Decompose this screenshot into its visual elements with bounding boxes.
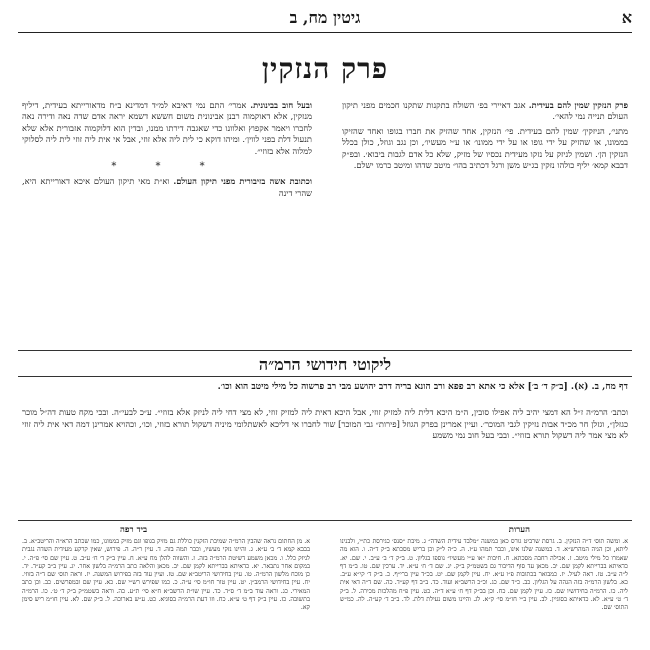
page-title: גיטין מח, ב: [289, 8, 361, 27]
paragraph-text: וא״ת מאי תיקון העולם איכא דאורייתא היא, שהרי דינה: [22, 176, 312, 198]
section-rule-top: [18, 350, 632, 351]
paragraph: [22, 100, 312, 157]
section-body-text: וכתב׳ הרמ״ה ז״ל הא דמצי יהיב ליה אפילו סובין, ה״מ היכא דלית ליה למזיק זוזי, אבל היכא דאית ליה למזיק זוזי, לא מצי דחי ליה לניזק אלא בזוזי״. ע״כ לבעי״ה. ובכי מקח טעות דה״ל מוכר כגזלן״, וגזלן חר מכ״ד אבות נזיקין לגבי המוכר׳. ועיין אמרינן בפרק הגוזל [פירות״ גבי המוכר] שור לחברו אי דליכא לאשתלומי מיניה דשקול תורא בזוזי, וכו׳, וכהויא אמרינן דמה דאי אית ליה זוזי לא מצי אמר ליה דשקול תורא בזוזי״. ובבי בעל חוב נמי משמע: [22, 407, 629, 441]
header-rule: [18, 32, 632, 33]
footnotes-rule: [18, 520, 632, 521]
commentary-column-right: [342, 100, 628, 174]
chapter-title: פרק הנזקין: [261, 52, 389, 85]
section-title: ליקוטי חידושי הרמ״ה: [258, 355, 392, 374]
section-rule-bottom: [18, 376, 632, 377]
paragraph-text: מתני׳, הניזקין׳ שמין להם בעידית. פי׳ הנזקין, אחד שהזיק את חברו בגופו ואחד שהזיקו בממונו, או שהזיק על ידי גופו או על ידי ממונו׳ או ע״י מעשיו׳, וכן נגב וגוזל, כולן בכלל הנזקין הן׳. ושמין לניזק על נזקו מעידית נכסיו של מזיק, שלא כל אדם לגבות ביבוא׳. ובפ״ק דבבא קמא׳ יליף כולהו נזקין בג״ש משן ורגל דכתיב בהו״ מיטב שדהו ומיטב כרמו ישלם.: [342, 125, 628, 171]
lemma: וכתובת אשה בזיבורית מפני תיקון העולם.: [173, 176, 312, 187]
lemma: ובעל חוב בבינונית.: [250, 100, 312, 110]
notes-column: א. מן החתום נראה שהבין הרמ״ה שמיבת הזקנין כוללת גם מזיק בגופו וגם מזיק בממונו, כמו שכתב הרא״ה והריטב״א. ב. בבבא קמא ד׳ ב׳ ע״א. ג. והיינו נזקי מעשיו, וכבר תמה בזה. ד. עיין ר״ה. ה. פירוש, שאין קרקע מעידית השדה נגבית לניזק כלל. ו. מכאן משמע דשיטת הרמ״ה בזה. ז. והשווה להלן מח ע״א. ח. עיין ב״ק ד׳ ח׳ ע״ב. ט. עיין שם סי׳ פ״ה. י. במקום אחר נתבאר. יא. כדאיתא בברייתא לקמן שם. יב. מכאן והלאה כתב הרמ״ה בלשון אחר. יג. עיין ב״ב קע״ד. יד. כן מוכח מלשון הרמ״ה. טו. עיין בחידושי הריטב״א שם. טז. ועיין עוד בזה בפירוש המשנה. יז. וראה תוס׳ שם ד״ה בזוזי. יח. עיין בחידושי הרמב״ן. יט. עיין טור חו״מ סי׳ ע״ה. כ. כמו שפירש רש״י שם. כא. עיין שם ובמפרשים. כב. וכן כתב המאירי. כג. וראה עוד ב״מ ד׳ ס״ד. כד. עיין שו״ת הרשב״א ח״א סי׳ ת״ע. כה. וראה בשטמ״ק ב״ק ד׳ ט׳. כו. הרמ״ה בתשובה. כז. עיין ב״ק דף ט׳ ע״א. כח. וזו דעת הרמ״ה בסוגיא. כט. ע״ש בארוכה. ל. ב״ק שם. לא. עיין חו״מ ריש סימן קא.: [22, 538, 310, 612]
paragraph: [342, 100, 628, 123]
paragraph-text: אמרי׳ התם נמי דאיבא למ״ד דמדינא ב״ח מדאורייתא בעידית, דיליף מנזקין, אלא דאוקמוה רבנן אבינונית משום חששא דשמא יראה אדם שדה נאה ודירה נאה לחברו ויאמר אקפוץ ואלוונו כדי שאגבה דירתו ממנו, ובדין הוא דלוקמוה אזבורית אלא שלא תנעול דלת בפני לווין׳. ומיהו דוקא כי לית ליה אלא זוזי, אבל אי אית ליה זוזי לית ליה לסלוקי למלוה אלא בזוזי״.: [22, 100, 312, 156]
lemma: פרק הנזקין שמין להם בעידית.: [528, 100, 628, 110]
paragraph: [342, 126, 628, 172]
notes-heading: ביד רפה: [120, 525, 148, 535]
commentary-column-left: [22, 100, 312, 202]
footnotes-heading: הערות: [508, 525, 530, 535]
daf-reference-line: דף מח, ב. (א). [ב״ק ד׳ ב׳] אלא כי אתא רב פפא ורב הונא בריה דרב יהושע מבי רב פרשוה כל מילי מיטב הוא וכו׳.: [217, 382, 628, 392]
paragraph: [22, 176, 312, 199]
paragraph-text: אגב דאיירי בפ׳ השולח בתקנות שתקנו חכמים מפני תיקון העולם תנייה נמי להאי׳.: [342, 100, 628, 122]
running-header: [18, 8, 632, 30]
footnotes-column: א. ומשה תוס׳ ד״ה הנזקין. ב. גרסת שרביט גורס כאן במשנה ״מלבד עידית השדה״ ג. מיבת ״סנס׳ כגירסת כת״י, ולבנינו ליתא, וכן הגיה המהרש״א. ד. במשנה שלנו אינו, וכבר תמהו ע״ז. ה. כ״ה ל״ק וכן בריש מסכתא ב״ק ד״ה. ו. הוא מה שאמרו כל מילי מיטב. ז. אכילה רחבה מסכתא. ח. חיבות ״או ע״י מעשיו״ נוספו בגליון. ט. ב״ק ד׳ ב׳ ע״ב. י. שם. יא. כדאיתא בברייתא לקמן שם. יב. מכאן עד סוף הדיבור גם בשטמ״ק ב״ק. יג. שם ד׳ ח׳ ע״א. יד. ערכין שם. טו. ב״מ דף ל״ה ע״ב. טז. ראה לעיל. יז. כמבואר בכתובות פ״ו ע״א. יח. עיין לקמן שם. יט. בכ״ד עיין ברי״ף. כ. ב״ק ד׳ קי״א ע״ב. כא. בלשון הרמ״ה בזה הגהה על הגליון. כב. כ״ד שם. כג. וכ״כ הרשב״א ועוד. כד. ב״ב דף קע״ד. כה. שם ד״ה דאי אית ליה. כו. הרמ״ה בחידושיו שם. כז. עיין לקמן שם. כח. וכן בב״ק דף ח׳ ע״א ד״ה. כט. עיין פ״ח מהלכות מכירה. ל. ב״ק ד׳ ט׳ ע״א. לא. כדאיתא בסוגיין. לב. עיין ב״י חו״מ סי׳ ק״א. לג. והיינו משום נעילת דלת. לד. ב״ב ד׳ קע״ה. לה. כמ״ש התוס׳ שם.: [340, 538, 628, 612]
page-letter: א: [621, 8, 632, 27]
section-divider-stars: * * *: [111, 161, 223, 173]
